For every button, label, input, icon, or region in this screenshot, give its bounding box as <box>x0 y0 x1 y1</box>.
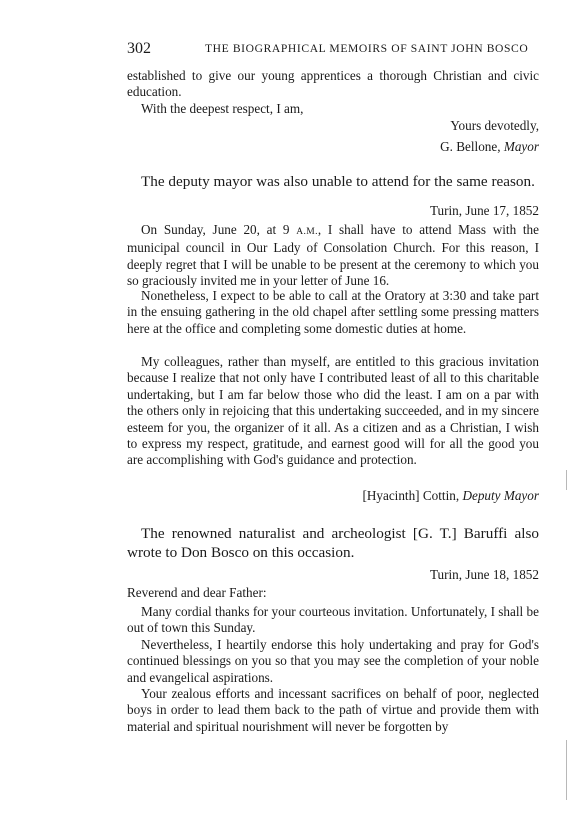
letter2-place-date: Turin, June 17, 1852 <box>429 203 539 218</box>
letter3-paragraph-2: Nevertheless, I heartily endorse this holy undertaking and pray for God's continued blessings on you so that you may see the completion of your noble and evangelical aspirations. <box>127 637 539 685</box>
letter2-p1-am: A.M. <box>296 227 318 237</box>
letter1-closing-text: established to give our young apprentices a thorough Christian and civic education. <box>127 68 539 100</box>
letter1-signature <box>440 139 539 155</box>
page-header <box>127 40 539 60</box>
scan-edge-mark <box>566 470 567 490</box>
letter2-signature-name: [Hyacinth] Cottin, <box>362 488 463 503</box>
narrative-baruffi: The renowned naturalist and archeologist [G. T.] Baruffi also wrote to Don Bosco on this occasion. <box>127 525 539 561</box>
scan-edge-mark <box>566 740 567 800</box>
running-title: THE BIOGRAPHICAL MEMOIRS OF SAINT JOHN BOSCO <box>205 42 529 55</box>
letter3-paragraph-1: Many cordial thanks for your courteous invitation. Unfortunately, I shall be out of town this Sunday. <box>127 604 539 636</box>
letter2-paragraph-3: My colleagues, rather than myself, are entitled to this gracious invitation because I realize that not only have I contributed least of all to this charitable undertaking, but I am far below those who did the least. I am on a par with the others only in rejoicing that this undertaking succeeded, and in my sincere esteem for you, the organizer of it all. As a citizen and as a Christian, I wish to express my respect, gratitude, and earnest good will for all the good you are accomplishing with God's guidance and protection. <box>127 354 539 468</box>
letter2-signature <box>362 488 539 504</box>
letter1-signature-name: G. Bellone, <box>440 139 504 154</box>
letter1-regards: With the deepest respect, I am, <box>141 101 304 116</box>
letter3-place-date: Turin, June 18, 1852 <box>429 567 539 582</box>
letter2-paragraph-1 <box>127 222 539 290</box>
letter1-signature-title: Mayor <box>503 139 539 154</box>
page-number: 302 <box>127 40 151 57</box>
letter1-yours: Yours devotedly, <box>450 118 539 133</box>
letter3-salutation: Reverend and dear Father: <box>127 585 267 600</box>
letter2-paragraph-2: Nonetheless, I expect to be able to call at the Oratory at 3:30 and take part in the ensuing gathering in the old chapel after settling some pressing matters here at the office and completing some domestic duties at home. <box>127 288 539 336</box>
letter2-p1-start: On Sunday, June 20, at 9 <box>141 222 297 237</box>
narrative-deputy-mayor: The deputy mayor was also unable to attend for the same reason. <box>141 173 535 190</box>
letter2-p1-rest: , I shall have to attend Mass with the municipal council in Our Lady of Consolation Church. For this reason, I deeply regret that I will be unable to be present at the ceremony to which you so graciously invited me in your letter of June 16. <box>127 222 539 289</box>
letter2-signature-title: Deputy Mayor <box>462 488 539 503</box>
letter3-paragraph-3: Your zealous efforts and incessant sacrifices on behalf of poor, neglected boys in order to lead them back to the path of virtue and provide them with material and spiritual nourishment will never be forgotten by <box>127 686 539 734</box>
